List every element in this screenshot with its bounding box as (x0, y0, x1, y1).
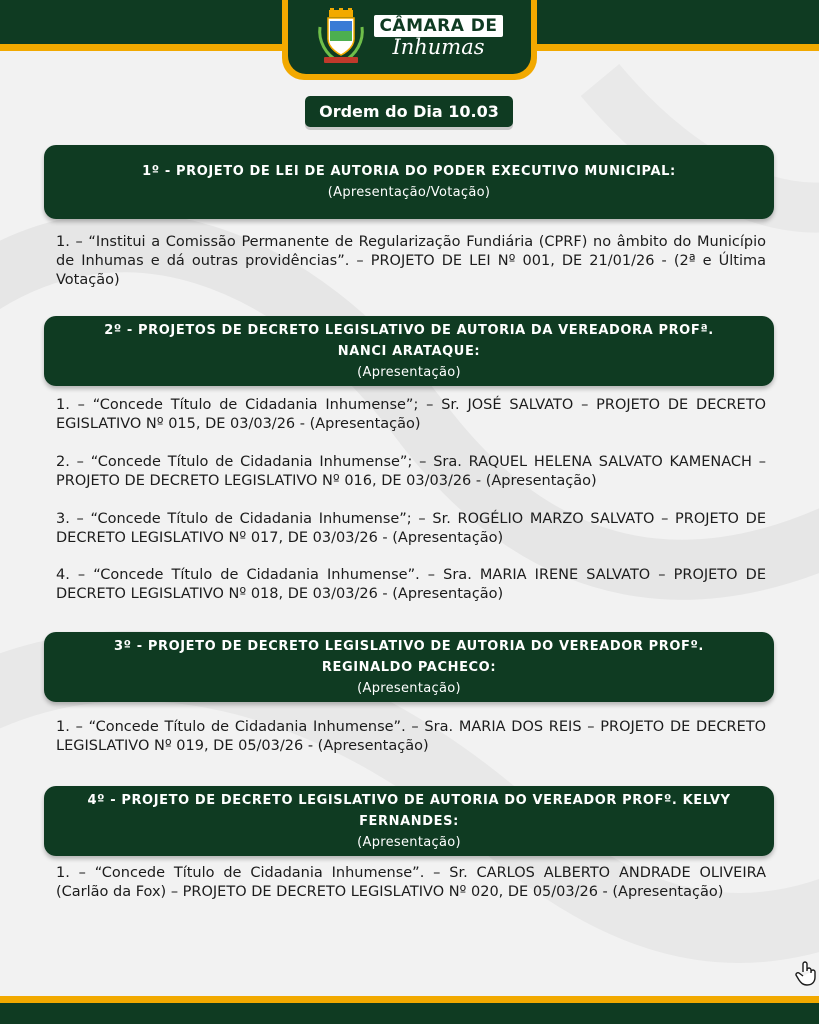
hand-swipe-icon (795, 960, 817, 986)
brand-lockup (374, 15, 502, 59)
section-2-subheading: (Apresentação) (357, 364, 461, 380)
page-title: Ordem do Dia 10.03 (305, 96, 513, 127)
section-4-item-1: 1. – “Concede Título de Cidadania Inhumense”. – Sr. CARLOS ALBERTO ANDRADE OLIVEIRA (Carlão da Fox) – PROJETO DE DECRETO LEGISLATIVO Nº 020, DE 05/03/26 - (Apresentação) (56, 865, 766, 900)
bottom-gold-stripe (0, 996, 819, 1003)
section-1-heading: 1º - PROJETO DE LEI DE AUTORIA DO PODER EXECUTIVO MUNICIPAL: (142, 164, 676, 179)
section-2-item-4: 4. – “Concede Título de Cidadania Inhumense”. – Sra. MARIA IRENE SALVATO – PROJETO DE DECRETO LEGISLATIVO Nº 018, DE 03/03/26 - (Apresentação) (56, 567, 766, 602)
header-logo-tab (282, 0, 537, 80)
brand-name-line2: Inhumas (392, 35, 485, 59)
section-3-header (44, 632, 774, 702)
section-2-header (44, 316, 774, 386)
section-1-item-1: 1. – “Institui a Comissão Permanente de Regularização Fundiária (CPRF) no âmbito do Município de Inhumas e dá outras providências”. – PROJETO DE LEI Nº 001, DE 21/01/26 - (2ª e Última Votação) (56, 234, 766, 288)
section-4-heading: 4º - PROJETO DE DECRETO LEGISLATIVO DE AUTORIA DO VEREADOR PROFº. KELVY FERNANDES: (87, 792, 731, 829)
section-2-item-2: 2. – “Concede Título de Cidadania Inhumense”; – Sra. RAQUEL HELENA SALVATO KAMENACH – PROJETO DE DECRETO LEGISLATIVO Nº 016, DE 03/03/26 - (Apresentação) (56, 454, 766, 489)
section-2-heading: 2º - PROJETOS DE DECRETO LEGISLATIVO DE AUTORIA DA VEREADORA PROFª. NANCI ARATAQUE: (104, 322, 714, 359)
section-2-item-1: 1. – “Concede Título de Cidadania Inhumense”; – Sr. JOSÉ SALVATO – PROJETO DE DECRETO EGISLATIVO Nº 015, DE 03/03/26 - (Apresentação) (56, 397, 766, 432)
section-2-item-3: 3. – “Concede Título de Cidadania Inhumense”; – Sr. ROGÉLIO MARZO SALVATO – PROJETO DE DECRETO LEGISLATIVO Nº 017, DE 03/03/26 - (Apresentação) (56, 511, 766, 546)
section-3-subheading: (Apresentação) (357, 680, 461, 696)
section-4-header (44, 786, 774, 856)
section-1-header (44, 145, 774, 219)
municipal-crest-icon (316, 7, 366, 67)
section-4-subheading: (Apresentação) (357, 834, 461, 850)
section-3-item-1: 1. – “Concede Título de Cidadania Inhumense”. – Sra. MARIA DOS REIS – PROJETO DE DECRETO LEGISLATIVO Nº 019, DE 05/03/26 - (Apresentação) (56, 719, 766, 754)
brand-name-line1: CÂMARA DE (374, 15, 502, 37)
section-1-subheading: (Apresentação/Votação) (327, 185, 491, 200)
section-3-heading: 3º - PROJETO DE DECRETO LEGISLATIVO DE AUTORIA DO VEREADOR PROFº. REGINALDO PACHECO: (114, 638, 704, 675)
bottom-banner (0, 1003, 819, 1024)
header-logo-inner (288, 0, 531, 74)
